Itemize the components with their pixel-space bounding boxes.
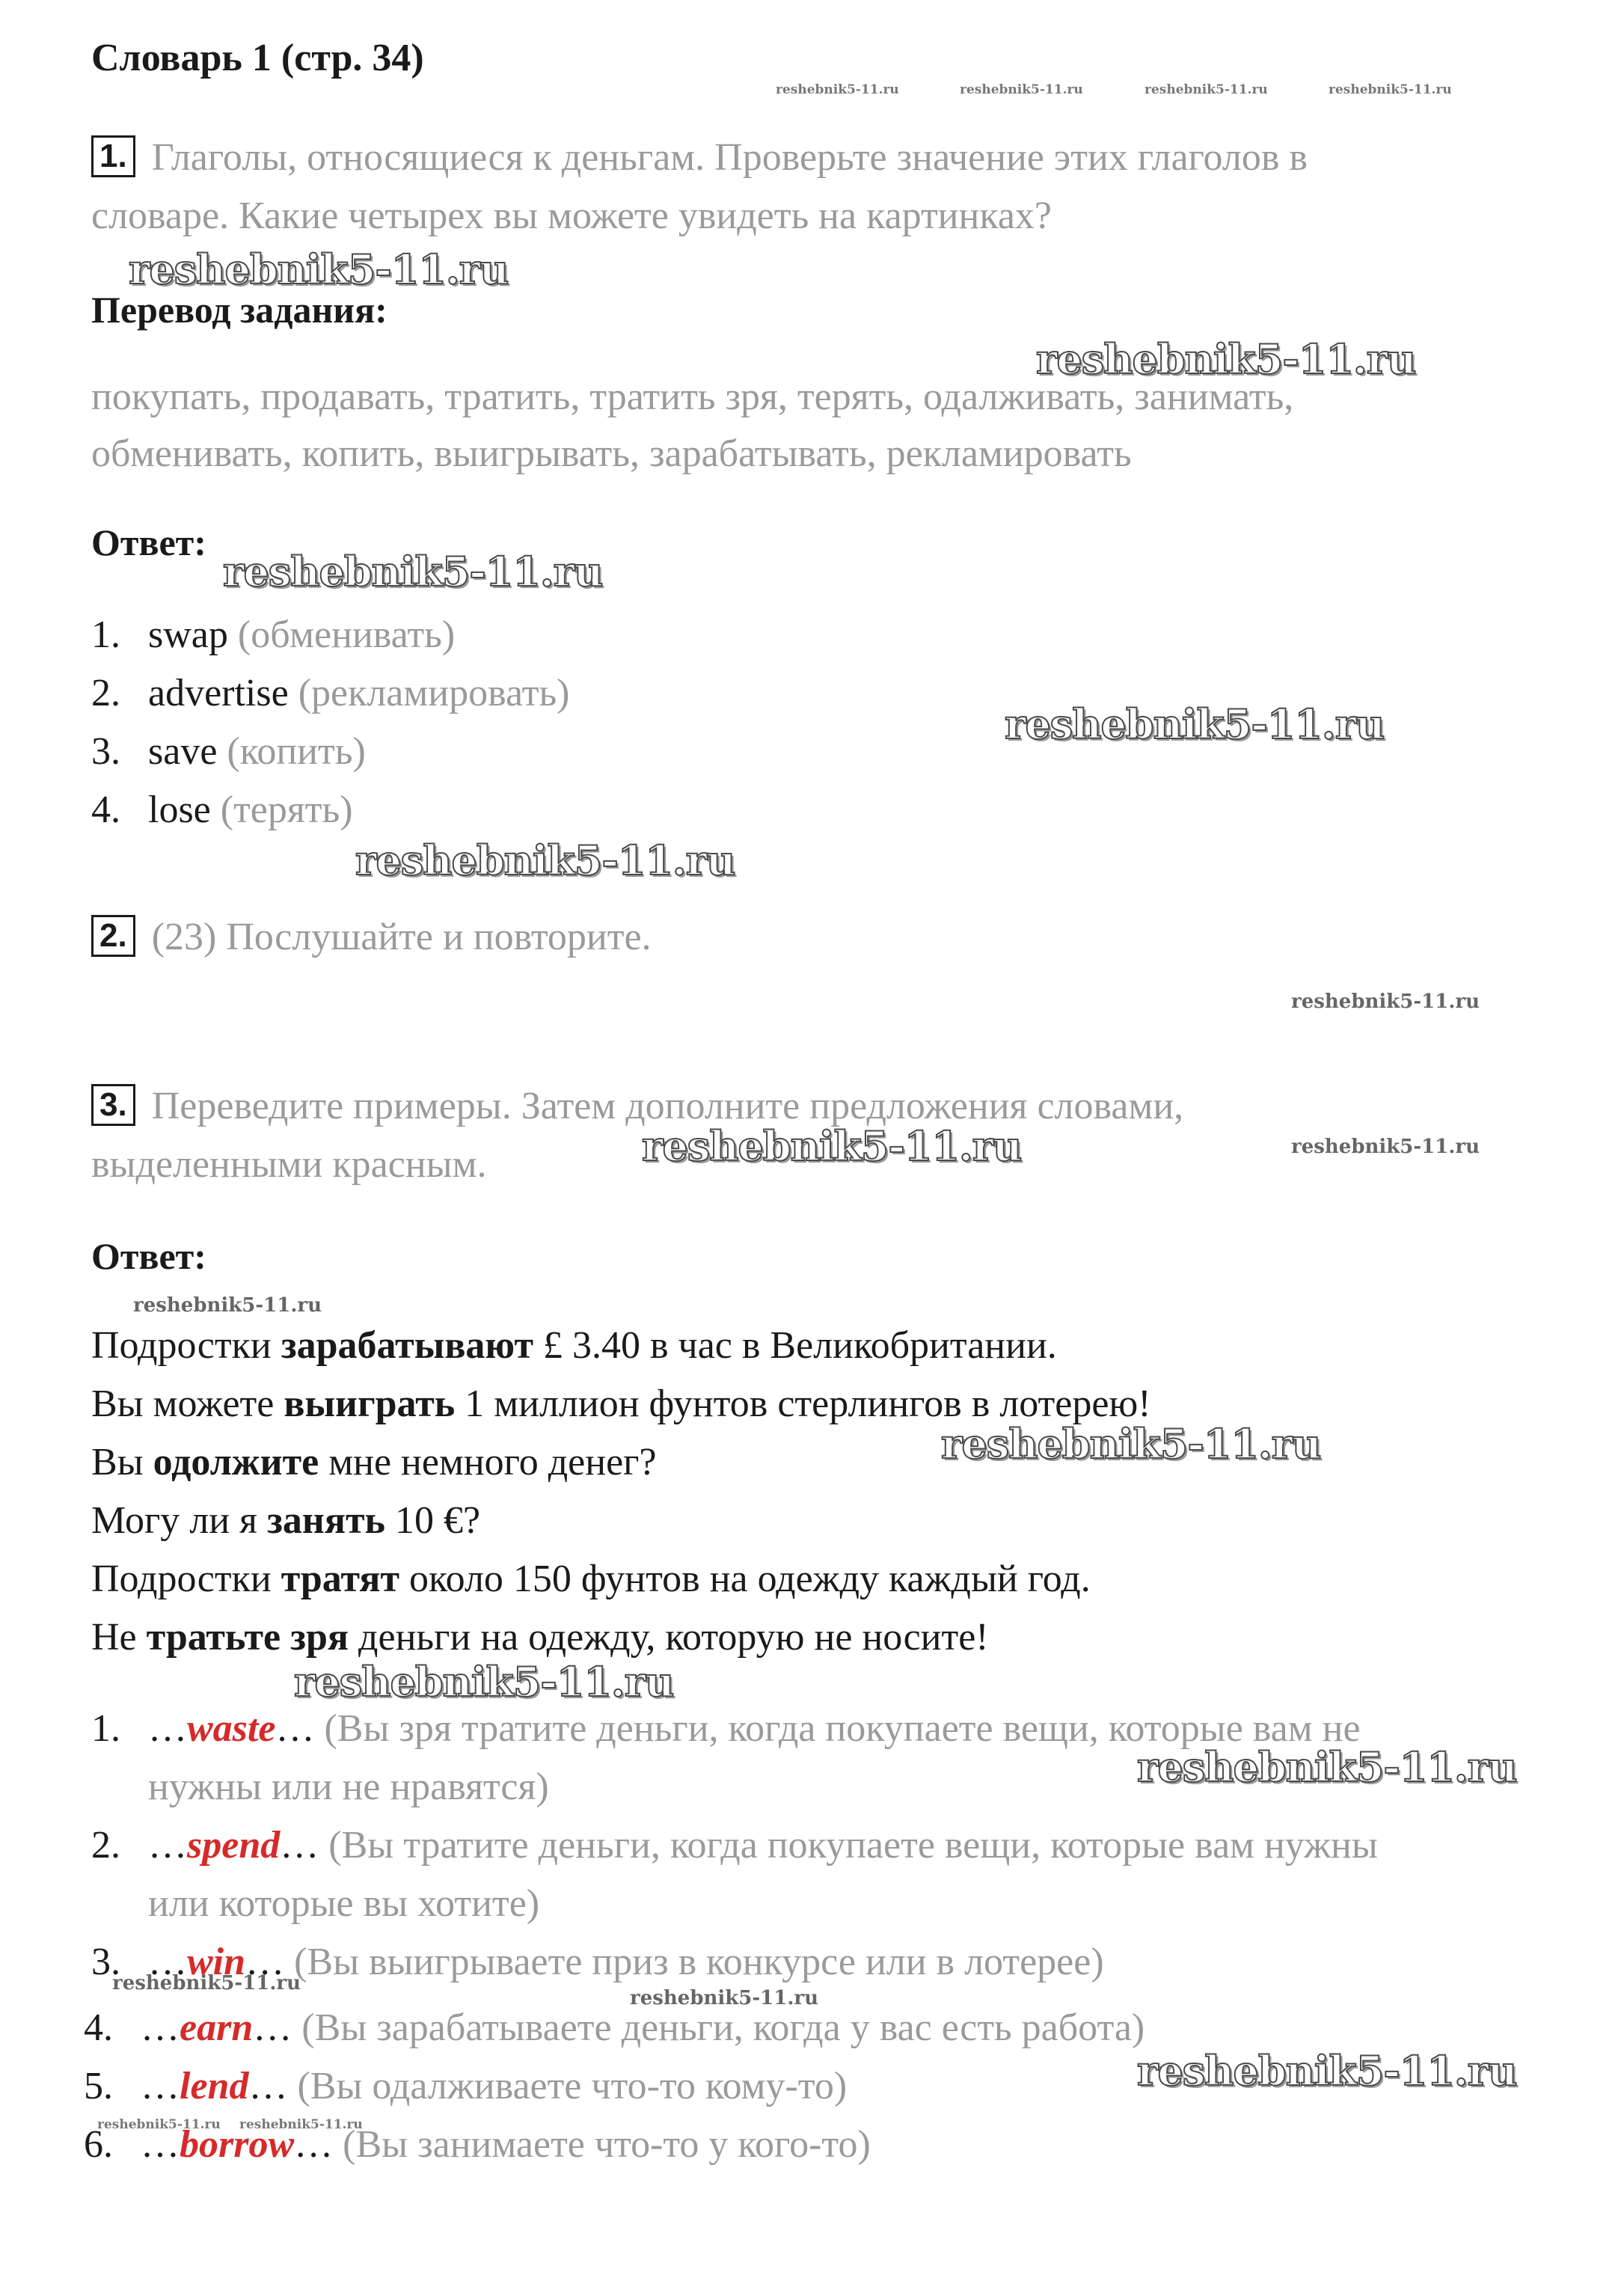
watermark: reshebnik5-11.ru [223, 548, 603, 596]
watermark: reshebnik5-11.ru [112, 1972, 301, 1994]
watermark: reshebnik5-11.ru [1036, 335, 1416, 383]
task-1-line-2: словаре. Какие четырех вы можете увидеть на картинках? [91, 195, 1052, 237]
translation-header: Перевод задания: [91, 289, 387, 331]
list-item: 1. …waste… (Вы зря тратите деньги, когда покупаете вещи, которые вам не [91, 1707, 1361, 1750]
translation-line-2: обменивать, копить, выигрывать, зарабатывать, рекламировать [91, 432, 1132, 475]
watermark: reshebnik5-11.ru [97, 2117, 221, 2132]
example-sentence: Не тратьте зря деньги на одежду, которую не носите! [91, 1616, 989, 1659]
task-text: Переведите примеры. Затем дополните предложения словами, [151, 1085, 1184, 1127]
watermark: reshebnik5-11.ru [239, 2117, 363, 2132]
watermark: reshebnik5-11.ru [355, 836, 735, 884]
list-item: 1. swap (обменивать) [91, 613, 456, 656]
answer-header: Ответ: [91, 1235, 206, 1277]
example-sentence: Подростки тратят около 150 фунтов на одежду каждый год. [91, 1558, 1091, 1600]
watermark: reshebnik5-11.ru [642, 1122, 1022, 1170]
watermark: reshebnik5-11.ru [294, 1658, 674, 1706]
watermark: reshebnik5-11.ru [1329, 82, 1452, 97]
watermark: reshebnik5-11.ru [1291, 1136, 1480, 1158]
page-title: Словарь 1 (стр. 34) [91, 37, 424, 79]
task-2 [91, 908, 652, 967]
watermark: reshebnik5-11.ru [133, 1294, 322, 1317]
list-item: 4. lose (терять) [91, 789, 353, 831]
answer-header: Ответ: [91, 521, 206, 563]
list-item: 3. save (копить) [91, 730, 366, 773]
list-item: 5. …lend… (Вы одалживаете что-то кому-то) [84, 2065, 848, 2107]
example-sentence: Подростки зарабатывают £ 3.40 в час в Великобритании. [91, 1324, 1057, 1367]
watermark: reshebnik5-11.ru [1137, 1743, 1517, 1791]
task-text: Глаголы, относящиеся к деньгам. Проверьте значение этих глаголов в [151, 136, 1308, 179]
task-number: 2. [91, 915, 135, 957]
watermark: reshebnik5-11.ru [941, 1420, 1321, 1468]
list-item: 2. …spend… (Вы тратите деньги, когда покупаете вещи, которые вам нужны [91, 1824, 1378, 1867]
task-3-line-2: выделенными красным. [91, 1143, 487, 1186]
watermark: reshebnik5-11.ru [630, 1987, 819, 2009]
example-sentence: Могу ли я занять 10 €? [91, 1499, 481, 1542]
watermark: reshebnik5-11.ru [1137, 2047, 1517, 2095]
list-item-continuation: или которые вы хотите) [148, 1882, 540, 1925]
watermark: reshebnik5-11.ru [960, 82, 1083, 97]
list-item: 6. …borrow… (Вы занимаете что-то у кого-то) [84, 2123, 871, 2166]
list-item: 4. …earn… (Вы зарабатываете деньги, когда у вас есть работа) [84, 2006, 1145, 2049]
watermark: reshebnik5-11.ru [776, 82, 899, 97]
translation-line-1: покупать, продавать, тратить, тратить зря, терять, одалживать, занимать, [91, 376, 1294, 418]
watermark: reshebnik5-11.ru [129, 245, 509, 293]
task-1 [91, 129, 1308, 187]
list-item: 2. advertise (рекламировать) [91, 672, 570, 714]
example-sentence: Вы можете выиграть 1 миллион фунтов стерлингов в лотерею! [91, 1383, 1151, 1425]
watermark: reshebnik5-11.ru [1005, 700, 1385, 748]
task-number: 3. [91, 1084, 135, 1126]
task-text: (23) Послушайте и повторите. [151, 916, 652, 958]
example-sentence: Вы одолжите мне немного денег? [91, 1441, 657, 1484]
list-item-continuation: нужны или не нравятся) [148, 1766, 549, 1808]
watermark: reshebnik5-11.ru [1291, 991, 1480, 1013]
task-number: 1. [91, 135, 135, 177]
watermark: reshebnik5-11.ru [1145, 82, 1268, 97]
list-item: 3. …win… (Вы выигрываете приз в конкурсе или в лотерее) [91, 1941, 1104, 1983]
